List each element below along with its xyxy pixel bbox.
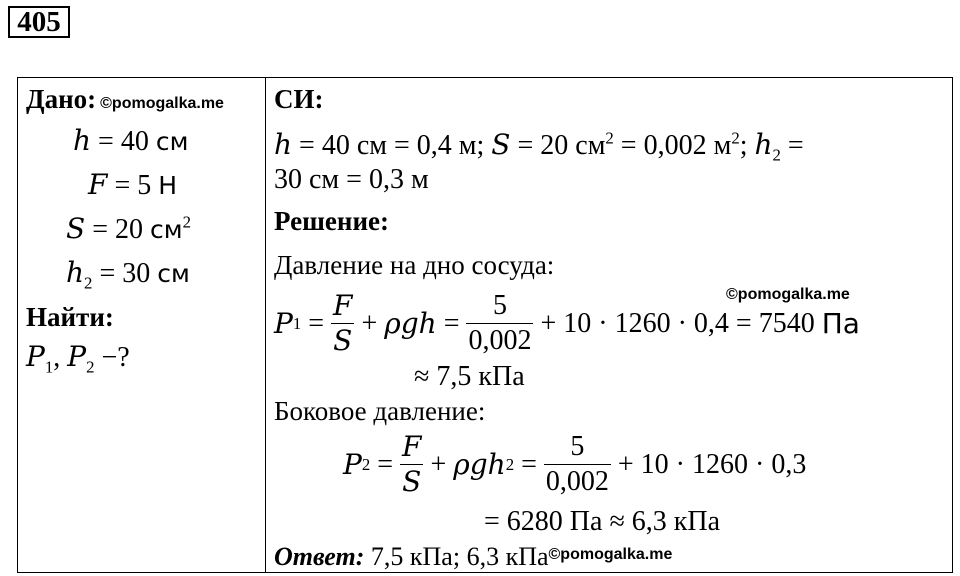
solution-table [17,77,953,573]
p2-title: Боковое давление: [274,396,486,426]
si-label: СИ: [274,84,324,114]
si-line-1: h = 40 см = 0,4 м; S = 20 $см^2 = 0,002$ $м^2$; $h_2$ = [274,128,804,165]
p2-formula: P 2 = $\frac{F}{S}$ + ρgh 2 = $\frac{5}{0,002}$ + 10 · 1260 · 0,3 [343,430,807,498]
given-label: Дано: [26,84,97,114]
p1-title: Давление на дно сосуда: [274,250,555,280]
column-divider [265,78,266,572]
given-h: h = 40 см [73,124,189,157]
p2-fraction-fs: $\frac{F}{S}$ [402,430,422,498]
watermark-1: ©pomogalka.me [100,95,224,112]
p1-formula: P 1 = $\frac{F}{S}$ + ρgh = $\frac{5}{0,002}$ + 10 · 1260 · 0,4 = 7540 Па [274,289,860,357]
solution-label: Решение: [274,206,389,236]
answer [274,542,672,572]
p1-fraction-fs: $\frac{F}{S}$ [333,289,353,357]
p1-fraction-num: $\frac{5}{0,002}$ [468,290,532,356]
answer-label: Ответ: [274,542,365,571]
p2-result: = 6280 Па ≈ 6,3 кПа [484,506,721,537]
given-s: S = 20 $см^2$ [66,212,191,245]
given-h2: $h_2 = 30$ см [66,256,190,293]
p1-approx: ≈ 7,5 кПа [414,361,525,392]
watermark-3: ©pomogalka.me [548,546,673,563]
si-line-2: 30 см = 0,3 м [274,164,429,195]
watermark-2: ©pomogalka.me [726,286,850,303]
given-f: F = 5 Н [88,168,178,201]
given-header [26,84,224,115]
p2-fraction-num: $\frac{5}{0,002}$ [545,431,609,497]
answer-text: 7,5 кПа; 6,3 кПа [364,542,549,571]
find-label: Найти: [26,302,114,332]
problem-number: 405 [8,6,70,38]
find-items: $P_1$, $P_2$ −? [26,340,130,377]
